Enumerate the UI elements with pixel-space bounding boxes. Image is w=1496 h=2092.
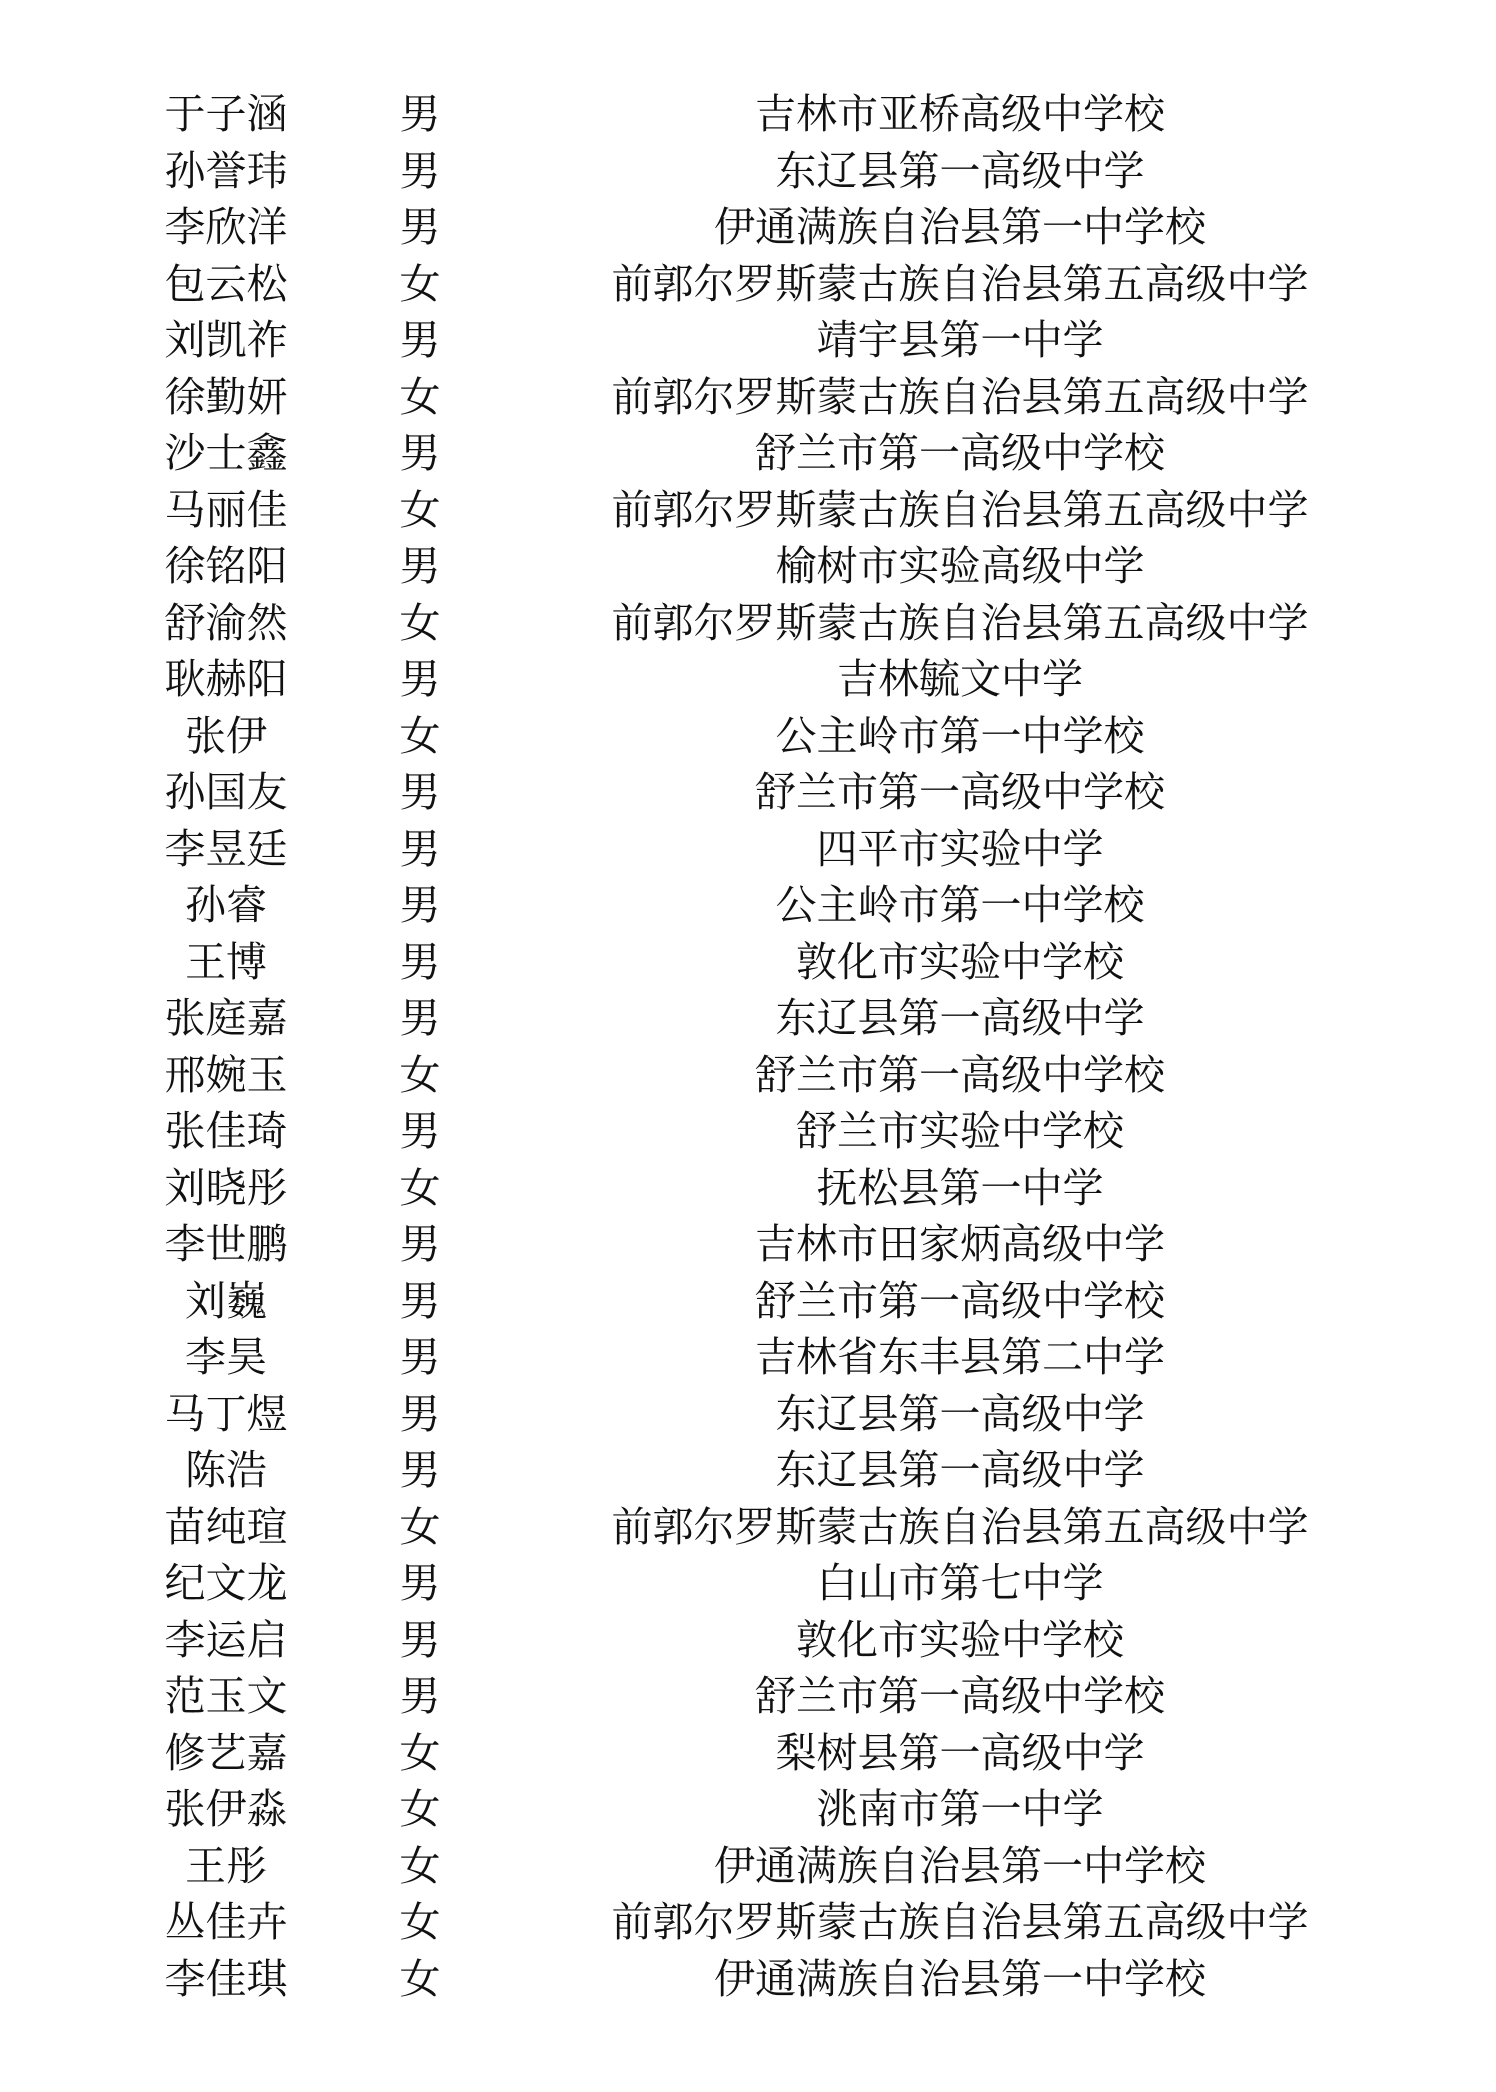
student-school: 东辽县第一高级中学 [775, 146, 1145, 195]
student-gender: 男 [399, 542, 441, 590]
student-school: 前郭尔罗斯蒙古族自治县第五高级中学 [611, 485, 1309, 534]
student-gender: 女 [399, 1050, 441, 1099]
student-gender: 男 [399, 881, 441, 929]
student-row [0, 1103, 1496, 1160]
student-school: 前郭尔罗斯蒙古族自治县第五高级中学 [611, 1898, 1309, 1946]
student-name: 舒渝然 [164, 598, 288, 647]
student-school: 前郭尔罗斯蒙古族自治县第五高级中学 [611, 598, 1309, 647]
student-gender: 女 [399, 1898, 441, 1946]
student-gender: 男 [399, 90, 441, 138]
student-school: 抚松县第一中学 [816, 1163, 1104, 1212]
student-school: 伊通满族自治县第一中学校 [714, 1954, 1206, 2003]
student-school: 靖宇县第一中学 [816, 316, 1104, 364]
student-name: 耿赫阳 [164, 655, 288, 703]
student-row [0, 1951, 1496, 2008]
student-row [0, 764, 1496, 821]
student-name: 李世鹏 [164, 1220, 288, 1268]
student-row [0, 708, 1496, 765]
student-name: 张庭嘉 [164, 994, 288, 1042]
student-school: 敦化市实验中学校 [796, 1615, 1124, 1664]
student-school: 舒兰市实验中学校 [796, 1107, 1124, 1155]
student-school: 榆树市实验高级中学 [775, 542, 1145, 590]
student-name: 沙士鑫 [164, 429, 288, 477]
student-gender: 男 [399, 937, 441, 986]
student-row [0, 143, 1496, 200]
student-school: 舒兰市第一高级中学校 [755, 1276, 1165, 1325]
student-gender: 男 [399, 146, 441, 195]
student-name: 修艺嘉 [164, 1728, 288, 1777]
student-name: 徐勤妍 [164, 372, 288, 421]
student-school: 梨树县第一高级中学 [775, 1728, 1145, 1777]
student-name: 王博 [185, 937, 267, 986]
student-gender: 男 [399, 1276, 441, 1325]
student-gender: 男 [399, 316, 441, 364]
student-row [0, 1329, 1496, 1386]
student-row [0, 86, 1496, 143]
student-name: 张伊 [185, 711, 267, 760]
student-gender: 女 [399, 1841, 441, 1890]
student-name: 马丽佳 [164, 485, 288, 534]
student-row [0, 1273, 1496, 1330]
student-gender: 男 [399, 203, 441, 251]
student-gender: 男 [399, 1107, 441, 1155]
student-gender: 男 [399, 1559, 441, 1607]
student-school: 吉林市亚桥高级中学校 [755, 90, 1165, 138]
student-row [0, 482, 1496, 539]
student-school: 洮南市第一中学 [816, 1785, 1104, 1833]
student-gender: 男 [399, 1446, 441, 1494]
student-gender: 男 [399, 1672, 441, 1720]
student-school: 前郭尔罗斯蒙古族自治县第五高级中学 [611, 259, 1309, 308]
student-school: 舒兰市第一高级中学校 [755, 429, 1165, 477]
student-school: 东辽县第一高级中学 [775, 1389, 1145, 1438]
student-gender: 女 [399, 711, 441, 760]
student-name: 李佳琪 [164, 1954, 288, 2003]
student-name: 于子涵 [164, 90, 288, 138]
student-gender: 女 [399, 598, 441, 647]
student-name: 孙国友 [164, 768, 288, 816]
student-row [0, 1160, 1496, 1217]
student-school: 舒兰市第一高级中学校 [755, 1050, 1165, 1099]
student-name: 刘巍 [185, 1276, 267, 1325]
student-school: 吉林省东丰县第二中学 [755, 1333, 1165, 1381]
student-gender: 男 [399, 824, 441, 873]
student-gender: 女 [399, 1502, 441, 1551]
student-school: 伊通满族自治县第一中学校 [714, 203, 1206, 251]
student-gender: 女 [399, 372, 441, 421]
student-gender: 女 [399, 485, 441, 534]
student-gender: 男 [399, 429, 441, 477]
student-name: 孙誉玮 [164, 146, 288, 195]
student-name: 范玉文 [164, 1672, 288, 1720]
student-row [0, 821, 1496, 878]
student-gender: 女 [399, 1785, 441, 1833]
student-row [0, 1668, 1496, 1725]
student-row [0, 1442, 1496, 1499]
student-row [0, 1781, 1496, 1838]
student-row [0, 199, 1496, 256]
student-row [0, 538, 1496, 595]
student-name: 纪文龙 [164, 1559, 288, 1607]
student-name: 邢婉玉 [164, 1050, 288, 1099]
student-gender: 男 [399, 655, 441, 703]
student-gender: 男 [399, 768, 441, 816]
student-row [0, 1725, 1496, 1782]
student-gender: 男 [399, 1389, 441, 1438]
student-gender: 男 [399, 994, 441, 1042]
student-row [0, 425, 1496, 482]
student-row [0, 312, 1496, 369]
student-school: 敦化市实验中学校 [796, 937, 1124, 986]
student-name: 李运启 [164, 1615, 288, 1664]
student-name: 张佳琦 [164, 1107, 288, 1155]
student-row [0, 595, 1496, 652]
student-gender: 男 [399, 1333, 441, 1381]
student-name: 陈浩 [185, 1446, 267, 1494]
student-row [0, 934, 1496, 991]
student-row [0, 1894, 1496, 1951]
student-school: 公主岭市第一中学校 [775, 881, 1145, 929]
student-name: 王彤 [185, 1841, 267, 1890]
student-row [0, 1216, 1496, 1273]
student-row [0, 990, 1496, 1047]
student-school: 白山市第七中学 [816, 1559, 1104, 1607]
student-row [0, 1838, 1496, 1895]
student-name: 刘凯祚 [164, 316, 288, 364]
student-row [0, 1386, 1496, 1443]
student-name: 丛佳卉 [164, 1898, 288, 1946]
student-school: 东辽县第一高级中学 [775, 1446, 1145, 1494]
student-gender: 男 [399, 1615, 441, 1664]
student-school: 四平市实验中学 [816, 824, 1104, 873]
student-name: 刘晓彤 [164, 1163, 288, 1212]
student-roster [0, 86, 1496, 2007]
student-row [0, 651, 1496, 708]
student-name: 张伊淼 [164, 1785, 288, 1833]
student-school: 公主岭市第一中学校 [775, 711, 1145, 760]
student-gender: 女 [399, 1728, 441, 1777]
student-row [0, 1612, 1496, 1669]
student-school: 东辽县第一高级中学 [775, 994, 1145, 1042]
student-row [0, 1555, 1496, 1612]
student-name: 李昱廷 [164, 824, 288, 873]
student-row [0, 1047, 1496, 1104]
student-school: 前郭尔罗斯蒙古族自治县第五高级中学 [611, 372, 1309, 421]
student-school: 吉林毓文中学 [837, 655, 1083, 703]
student-gender: 女 [399, 1954, 441, 2003]
student-gender: 男 [399, 1220, 441, 1268]
student-school: 前郭尔罗斯蒙古族自治县第五高级中学 [611, 1502, 1309, 1551]
student-row [0, 369, 1496, 426]
student-school: 舒兰市第一高级中学校 [755, 768, 1165, 816]
student-name: 徐铭阳 [164, 542, 288, 590]
student-school: 伊通满族自治县第一中学校 [714, 1841, 1206, 1890]
student-gender: 女 [399, 1163, 441, 1212]
student-name: 李欣洋 [164, 203, 288, 251]
student-name: 孙睿 [185, 881, 267, 929]
student-name: 包云松 [164, 259, 288, 308]
student-name: 苗纯瑄 [164, 1502, 288, 1551]
student-name: 李昊 [185, 1333, 267, 1381]
student-school: 吉林市田家炳高级中学 [755, 1220, 1165, 1268]
student-name: 马丁煜 [164, 1389, 288, 1438]
student-gender: 女 [399, 259, 441, 308]
student-row [0, 1499, 1496, 1556]
student-school: 舒兰市第一高级中学校 [755, 1672, 1165, 1720]
student-row [0, 256, 1496, 313]
student-row [0, 877, 1496, 934]
